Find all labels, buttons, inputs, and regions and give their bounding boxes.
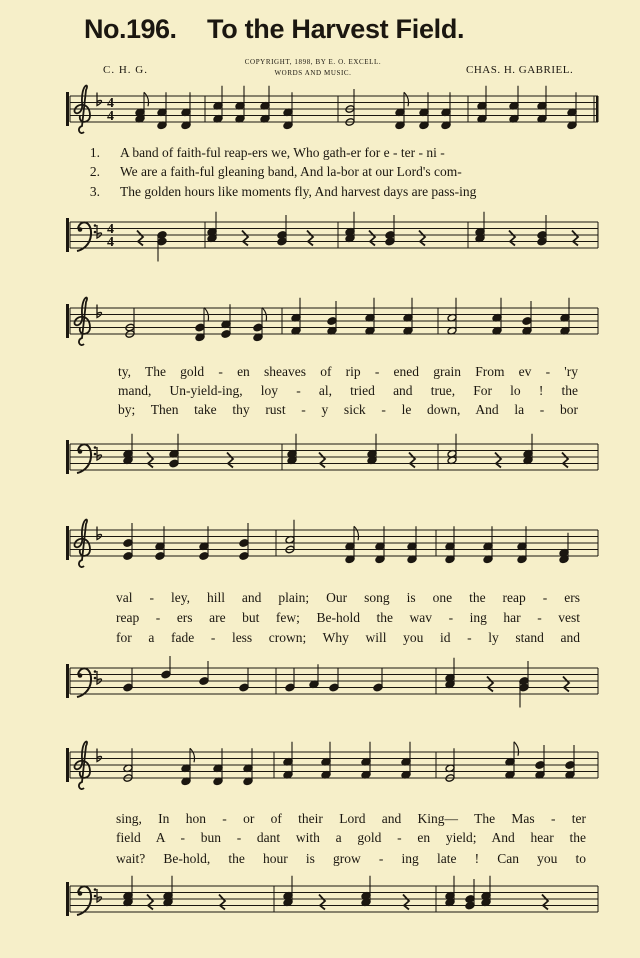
flat-icon — [97, 447, 102, 460]
copyright-notice — [228, 57, 398, 79]
note-flag — [404, 92, 409, 106]
flat-icon — [97, 305, 102, 318]
time-signature: 4 — [107, 109, 114, 124]
verse-number: 3. — [89, 184, 100, 199]
lyric-line: field A - bun - dant with a gold - en yield; And hear the — [116, 830, 586, 845]
verse-number: 1. — [89, 145, 100, 160]
flat-icon — [97, 749, 102, 762]
rest-icon — [319, 895, 325, 910]
bass-clef-icon — [77, 444, 91, 473]
staff-bracket — [66, 526, 69, 560]
verse-number: 2. — [89, 164, 100, 179]
rest-icon — [219, 895, 225, 910]
flat-icon — [97, 93, 102, 106]
treble-staff-2 — [0, 296, 640, 356]
hymn-title: To the Harvest Field. — [207, 14, 465, 44]
flat-icon — [97, 889, 102, 902]
time-signature: 4 — [107, 222, 114, 237]
rest-icon — [562, 453, 568, 468]
lyric-text: A band of faith-ful reap-ers we, Who gath-er for e - ter - ni - — [120, 145, 445, 160]
rest-icon — [419, 231, 425, 246]
barline — [596, 96, 599, 122]
rest-icon — [487, 677, 493, 692]
rest-icon — [137, 231, 143, 246]
bass-staff-4 — [0, 874, 640, 934]
rest-icon — [147, 895, 153, 910]
rest-icon — [307, 231, 313, 246]
bass-clef-icon — [78, 673, 83, 678]
staff-bracket — [66, 664, 69, 698]
time-signature: 4 — [107, 235, 114, 250]
lyric-text: We are a faith-ful gleaning band, And la-bor at our Lord's com- — [120, 164, 462, 179]
staff-bracket — [66, 882, 69, 916]
note-flag — [144, 92, 149, 106]
bass-clef-icon — [77, 668, 91, 697]
bass-clef-icon — [77, 222, 91, 251]
lyric-text: The golden hours like moments fly, And harvest days are pass-ing — [120, 184, 477, 199]
treble-staff-4 — [0, 740, 640, 800]
bass-clef-icon — [94, 224, 97, 227]
bass-staff-1 — [0, 210, 640, 270]
rest-icon — [227, 453, 233, 468]
bass-clef-icon — [94, 670, 97, 673]
bass-clef-icon — [78, 449, 83, 454]
flat-icon — [97, 671, 102, 684]
rest-icon — [542, 895, 548, 910]
bass-clef-icon — [94, 888, 97, 891]
note-flag — [190, 748, 195, 762]
note-flag — [354, 526, 359, 540]
lyric-line: sing, In hon - or of their Lord and King— The Mas - ter — [116, 811, 586, 826]
staff-bracket — [66, 304, 69, 338]
hymn-number: No.196. — [84, 14, 177, 44]
lyric-line: for a fade - less crown; Why will you id - ly stand and — [116, 630, 580, 645]
copyright-line: COPYRIGHT, 1898, BY E. O. EXCELL. — [244, 58, 382, 66]
bass-staff-3 — [0, 656, 640, 716]
bass-clef-icon — [94, 677, 97, 680]
bass-clef-icon — [77, 886, 91, 915]
rest-icon — [319, 453, 325, 468]
staff-bracket — [66, 748, 69, 782]
flat-icon — [97, 225, 102, 238]
bass-clef-icon — [78, 891, 83, 896]
bass-clef-icon — [94, 453, 97, 456]
staff-bracket — [66, 440, 69, 474]
lyric-line: val - ley, hill and plain; Our song is one the reap - ers — [116, 590, 580, 605]
bass-clef-icon — [94, 231, 97, 234]
rest-icon — [369, 231, 375, 246]
lyricist-credit: C. H. G. — [103, 64, 148, 76]
lyric-line: wait? Be-hold, the hour is grow - ing late ! Can you to — [116, 851, 586, 866]
rest-icon — [409, 453, 415, 468]
rest-icon — [147, 453, 153, 468]
note-flag — [514, 742, 519, 756]
rest-icon — [403, 895, 409, 910]
staff-bracket — [66, 92, 69, 126]
staff-bracket — [66, 218, 69, 252]
rest-icon — [509, 231, 515, 246]
treble-staff-1 — [0, 84, 640, 144]
flat-icon — [97, 527, 102, 540]
composer-credit: CHAS. H. GABRIEL. — [466, 64, 574, 76]
words-and-music-line: WORDS AND MUSIC. — [274, 69, 352, 77]
rest-icon — [495, 453, 501, 468]
time-signature: 4 — [107, 96, 114, 111]
bass-staff-2 — [0, 432, 640, 492]
treble-staff-3 — [0, 518, 640, 578]
lyric-line: by; Then take thy rust - y sick - le down, And la - bor — [118, 402, 578, 417]
lyric-line: mand, Un-yield-ing, loy - al, tried and true, For lo ! the — [118, 383, 578, 398]
rest-icon — [563, 677, 569, 692]
lyric-line: ty, The gold - en sheaves of rip - ened grain From ev - 'ry — [118, 364, 578, 379]
bass-clef-icon — [94, 446, 97, 449]
lyric-line: reap - ers are but few; Be-hold the wav - ing har - vest — [116, 610, 580, 625]
rest-icon — [242, 231, 248, 246]
bass-clef-icon — [78, 227, 83, 232]
bass-clef-icon — [94, 895, 97, 898]
rest-icon — [572, 231, 578, 246]
